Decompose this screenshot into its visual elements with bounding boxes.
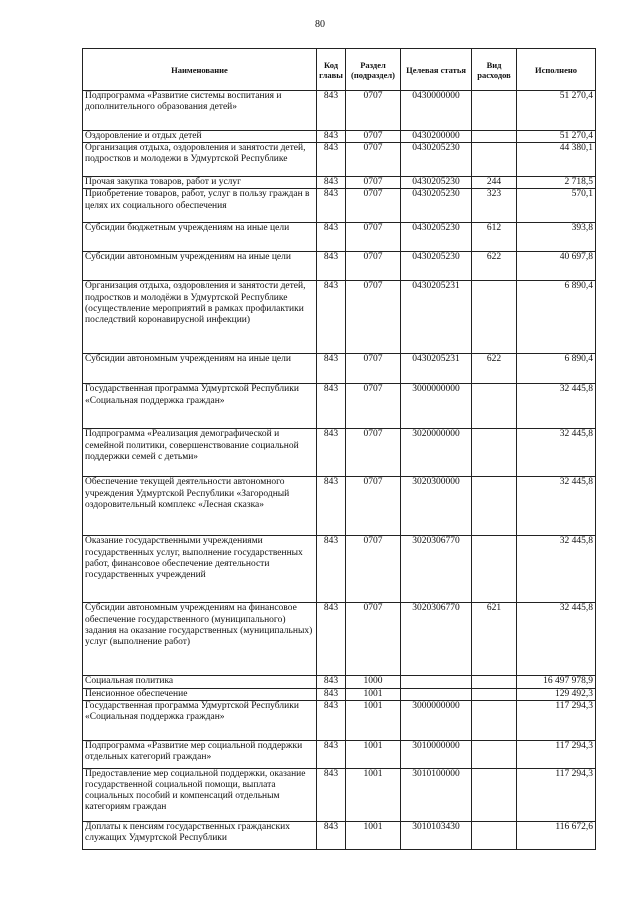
cell-chapter: 843 [317,603,346,676]
cell-section: 0707 [346,603,401,676]
cell-section: 0707 [346,354,401,384]
cell-expense-type [472,740,517,768]
cell-target: 3000000000 [401,700,472,740]
table-row [83,688,596,700]
cell-name: Государственная программа Удмуртской Республики «Социальная поддержка граждан» [83,700,317,740]
cell-executed: 44 380,1 [517,143,596,177]
cell-section: 0707 [346,384,401,429]
column-header-section: Раздел (подраздел) [346,49,401,91]
cell-name: Приобретение товаров, работ, услуг в пользу граждан в целях их социального обеспечения [83,189,317,223]
cell-expense-type: 621 [472,603,517,676]
cell-chapter: 843 [317,384,346,429]
cell-chapter: 843 [317,477,346,536]
cell-section: 1001 [346,700,401,740]
cell-name: Государственная программа Удмуртской Республики «Социальная поддержка граждан» [83,384,317,429]
table-row [83,223,596,252]
cell-target: 3010103430 [401,821,472,849]
table-row [83,477,596,536]
cell-target: 0430205231 [401,281,472,354]
table-row [83,354,596,384]
cell-target: 0430200000 [401,131,472,143]
cell-expense-type [472,688,517,700]
cell-expense-type: 622 [472,354,517,384]
cell-expense-type [472,91,517,131]
cell-expense-type [472,281,517,354]
cell-section: 0707 [346,536,401,603]
column-header-name: Наименование [83,49,317,91]
table-row [83,252,596,281]
cell-expense-type: 244 [472,177,517,189]
table-row [83,189,596,223]
cell-name: Субсидии автономным учреждениям на иные цели [83,354,317,384]
table-row [83,131,596,143]
cell-name: Субсидии бюджетным учреждениям на иные цели [83,223,317,252]
cell-chapter: 843 [317,143,346,177]
column-header-executed: Исполнено [517,49,596,91]
cell-section: 0707 [346,252,401,281]
table-row [83,143,596,177]
cell-section: 1001 [346,740,401,768]
cell-name: Организация отдыха, оздоровления и занятости детей, подростков и молодежи в Удмуртской Республике [83,143,317,177]
table-row [83,676,596,688]
cell-name: Организация отдыха, оздоровления и занятости детей, подростков и молодёжи в Удмуртской Республике (осуществление мероприятий в рамках профилактики последствий коронавирусной инфекции) [83,281,317,354]
column-header-chapter: Код главы [317,49,346,91]
cell-section: 0707 [346,223,401,252]
table-row [83,177,596,189]
table-header-row [83,49,596,91]
cell-target: 3020300000 [401,477,472,536]
cell-expense-type [472,821,517,849]
cell-expense-type [472,700,517,740]
cell-name: Оздоровление и отдых детей [83,131,317,143]
cell-executed: 51 270,4 [517,91,596,131]
cell-chapter: 843 [317,177,346,189]
table-row [83,91,596,131]
cell-target: 0430205230 [401,189,472,223]
cell-expense-type [472,676,517,688]
cell-executed: 16 497 978,9 [517,676,596,688]
cell-executed: 117 294,3 [517,768,596,821]
cell-target: 0430205230 [401,252,472,281]
table-row [83,768,596,821]
cell-expense-type [472,536,517,603]
cell-target [401,688,472,700]
cell-executed: 117 294,3 [517,700,596,740]
cell-chapter: 843 [317,131,346,143]
cell-executed: 6 890,4 [517,354,596,384]
cell-chapter: 843 [317,700,346,740]
cell-target: 0430205231 [401,354,472,384]
cell-expense-type [472,768,517,821]
cell-target: 0430205230 [401,143,472,177]
cell-chapter: 843 [317,536,346,603]
cell-name: Субсидии автономным учреждениям на иные цели [83,252,317,281]
cell-section: 0707 [346,91,401,131]
cell-target: 3010100000 [401,768,472,821]
cell-chapter: 843 [317,223,346,252]
cell-section: 0707 [346,429,401,477]
cell-expense-type [472,477,517,536]
table-row [83,384,596,429]
cell-name: Подпрограмма «Развитие системы воспитания и дополнительного образования детей» [83,91,317,131]
cell-expense-type [472,384,517,429]
cell-target: 0430000000 [401,91,472,131]
cell-chapter: 843 [317,676,346,688]
cell-executed: 32 445,8 [517,384,596,429]
cell-section: 1001 [346,821,401,849]
cell-executed: 6 890,4 [517,281,596,354]
cell-executed: 32 445,8 [517,536,596,603]
cell-section: 0707 [346,177,401,189]
cell-section: 0707 [346,189,401,223]
column-header-target: Целевая статья [401,49,472,91]
table-row [83,603,596,676]
cell-target [401,676,472,688]
cell-target: 3020306770 [401,603,472,676]
table-row [83,536,596,603]
budget-table [82,48,596,850]
cell-executed: 2 718,5 [517,177,596,189]
table-row [83,281,596,354]
cell-executed: 40 697,8 [517,252,596,281]
cell-section: 1001 [346,768,401,821]
cell-name: Пенсионное обеспечение [83,688,317,700]
cell-name: Социальная политика [83,676,317,688]
table-row [83,821,596,849]
cell-target: 0430205230 [401,223,472,252]
cell-expense-type [472,143,517,177]
cell-section: 0707 [346,131,401,143]
cell-executed: 32 445,8 [517,603,596,676]
page-number: 80 [315,19,325,30]
cell-section: 0707 [346,143,401,177]
cell-executed: 32 445,8 [517,477,596,536]
cell-target: 3000000000 [401,384,472,429]
cell-target: 3020306770 [401,536,472,603]
cell-target: 3010000000 [401,740,472,768]
cell-chapter: 843 [317,429,346,477]
cell-chapter: 843 [317,189,346,223]
cell-executed: 129 492,3 [517,688,596,700]
cell-executed: 393,8 [517,223,596,252]
cell-section: 0707 [346,281,401,354]
cell-chapter: 843 [317,281,346,354]
cell-target: 3020000000 [401,429,472,477]
cell-name: Обеспечение текущей деятельности автономного учреждения Удмуртской Республики «Загородный оздоровительный комплекс «Лесная сказка» [83,477,317,536]
cell-section: 1001 [346,688,401,700]
cell-executed: 117 294,3 [517,740,596,768]
cell-expense-type [472,429,517,477]
cell-executed: 51 270,4 [517,131,596,143]
cell-name: Доплаты к пенсиям государственных гражданских служащих Удмуртской Республики [83,821,317,849]
cell-chapter: 843 [317,354,346,384]
cell-executed: 32 445,8 [517,429,596,477]
cell-chapter: 843 [317,821,346,849]
table-row [83,429,596,477]
table-row [83,700,596,740]
cell-name: Субсидии автономным учреждениям на финансовое обеспечение государственного (муниципального) задания на оказание государственных (муниципальных) услуг (выполнение работ) [83,603,317,676]
cell-section: 1000 [346,676,401,688]
column-header-expense-type: Вид расходов [472,49,517,91]
cell-section: 0707 [346,477,401,536]
cell-executed: 116 672,6 [517,821,596,849]
cell-name: Подпрограмма «Реализация демографической и семейной политики, совершенствование социальной поддержки семей с детьми» [83,429,317,477]
cell-expense-type: 622 [472,252,517,281]
cell-executed: 570,1 [517,189,596,223]
cell-chapter: 843 [317,252,346,281]
cell-chapter: 843 [317,688,346,700]
cell-name: Прочая закупка товаров, работ и услуг [83,177,317,189]
cell-target: 0430205230 [401,177,472,189]
cell-expense-type: 323 [472,189,517,223]
cell-name: Предоставление мер социальной поддержки, оказание государственной социальной помощи, выплата социальных пособий и компенсаций отдельным категориям граждан [83,768,317,821]
cell-expense-type: 612 [472,223,517,252]
cell-chapter: 843 [317,740,346,768]
cell-name: Оказание государственными учреждениями государственных услуг, выполнение государственных работ, финансовое обеспечение деятельности государственных учреждений [83,536,317,603]
cell-chapter: 843 [317,91,346,131]
cell-chapter: 843 [317,768,346,821]
cell-name: Подпрограмма «Развитие мер социальной поддержки отдельных категорий граждан» [83,740,317,768]
table-row [83,740,596,768]
cell-expense-type [472,131,517,143]
